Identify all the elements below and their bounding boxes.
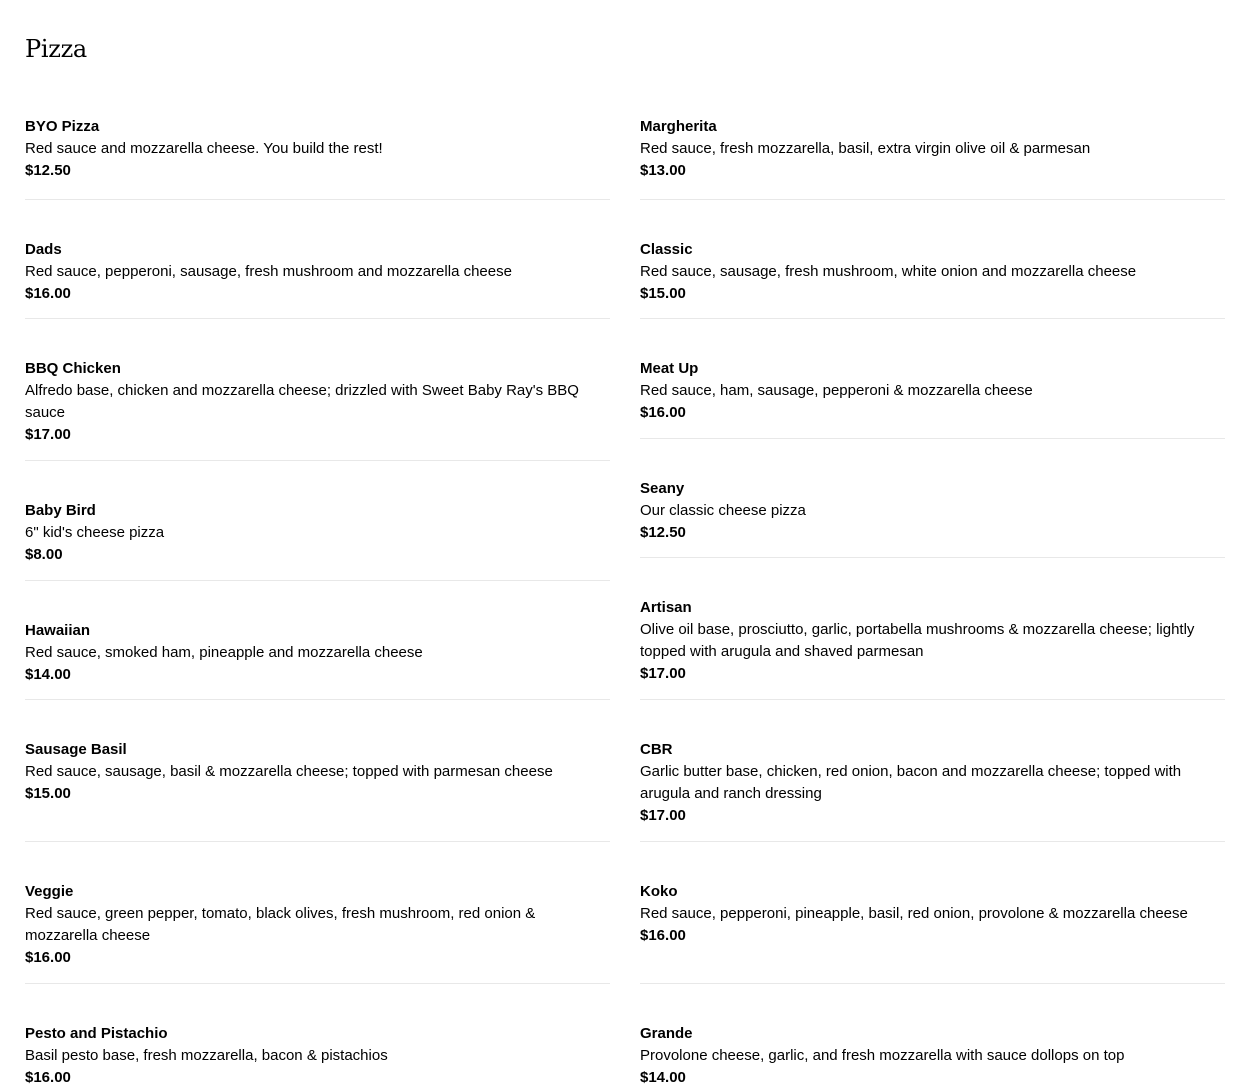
item-description: Alfredo base, chicken and mozzarella cheese; drizzled with Sweet Baby Ray's BBQ sauce — [25, 382, 579, 421]
item-name: Pesto and Pistachio — [25, 1025, 168, 1042]
item-price: $12.50 — [25, 162, 71, 179]
item-description: Olive oil base, prosciutto, garlic, portabella mushrooms & mozzarella cheese; lightly topped with arugula and shaved parmesan — [640, 621, 1195, 660]
item-description: Garlic butter base, chicken, red onion, bacon and mozzarella cheese; topped with arugula and ranch dressing — [640, 763, 1182, 802]
item-description: Red sauce, pepperoni, pineapple, basil, red onion, provolone & mozzarella cheese — [640, 905, 1188, 922]
item-description: Red sauce, green pepper, tomato, black olives, fresh mushroom, red onion & mozzarella cheese — [25, 905, 536, 944]
item-name: Margherita — [640, 118, 717, 135]
item-price: $15.00 — [25, 785, 71, 802]
item-name: Artisan — [640, 599, 692, 616]
item-name: Koko — [640, 883, 678, 900]
item-name: Grande — [640, 1025, 693, 1042]
item-price: $15.00 — [640, 285, 686, 302]
item-name: Sausage Basil — [25, 741, 127, 758]
menu-item — [25, 700, 610, 842]
item-price: $12.50 — [640, 524, 686, 541]
item-description: Provolone cheese, garlic, and fresh mozzarella with sauce dollops on top — [640, 1047, 1125, 1064]
item-description: Red sauce, sausage, fresh mushroom, white onion and mozzarella cheese — [640, 263, 1137, 280]
item-name: BYO Pizza — [25, 118, 100, 135]
item-description: 6" kid's cheese pizza — [25, 524, 165, 541]
item-price: $16.00 — [640, 404, 686, 421]
item-price: $16.00 — [640, 927, 686, 944]
item-name: Classic — [640, 241, 693, 258]
item-description: Red sauce, pepperoni, sausage, fresh mushroom and mozzarella cheese — [25, 263, 512, 280]
item-description: Red sauce, fresh mozzarella, basil, extra virgin olive oil & parmesan — [640, 140, 1091, 157]
menu-item — [640, 319, 1225, 439]
menu-item — [25, 200, 610, 319]
item-name: Hawaiian — [25, 622, 91, 639]
item-description: Our classic cheese pizza — [640, 502, 806, 519]
item-price: $17.00 — [25, 426, 71, 443]
item-price: $17.00 — [640, 665, 686, 682]
item-price: $14.00 — [25, 666, 71, 683]
menu-item — [640, 842, 1225, 984]
item-price: $8.00 — [25, 546, 63, 563]
item-name: Baby Bird — [25, 502, 96, 519]
menu-item — [640, 558, 1225, 700]
menu-column-right — [640, 96, 1225, 1084]
item-name: Veggie — [25, 883, 74, 900]
menu-page — [25, 0, 1225, 1087]
item-name: CBR — [640, 741, 673, 758]
item-name: Dads — [25, 241, 62, 258]
item-price: $16.00 — [25, 1069, 71, 1086]
menu-item — [25, 461, 610, 581]
menu-item — [640, 96, 1225, 200]
section-title: Pizza — [25, 35, 87, 63]
item-name: BBQ Chicken — [25, 360, 121, 377]
item-name: Meat Up — [640, 360, 699, 377]
menu-item — [640, 200, 1225, 319]
item-price: $14.00 — [640, 1069, 686, 1086]
menu-item — [25, 96, 610, 200]
item-price: $13.00 — [640, 162, 686, 179]
menu-item — [640, 439, 1225, 558]
item-price: $17.00 — [640, 807, 686, 824]
menu-item — [640, 984, 1225, 1084]
menu-column-left — [25, 96, 610, 1084]
item-price: $16.00 — [25, 949, 71, 966]
item-description: Red sauce, smoked ham, pineapple and mozzarella cheese — [25, 644, 423, 661]
item-description: Basil pesto base, fresh mozzarella, bacon & pistachios — [25, 1047, 388, 1064]
item-name: Seany — [640, 480, 685, 497]
menu-item — [25, 842, 610, 984]
menu-item — [25, 581, 610, 700]
menu-item — [25, 984, 610, 1084]
item-price: $16.00 — [25, 285, 71, 302]
item-description: Red sauce, sausage, basil & mozzarella cheese; topped with parmesan cheese — [25, 763, 553, 780]
menu-item — [640, 700, 1225, 842]
menu-item — [25, 319, 610, 461]
item-description: Red sauce and mozzarella cheese. You build the rest! — [25, 140, 383, 157]
item-description: Red sauce, ham, sausage, pepperoni & mozzarella cheese — [640, 382, 1033, 399]
